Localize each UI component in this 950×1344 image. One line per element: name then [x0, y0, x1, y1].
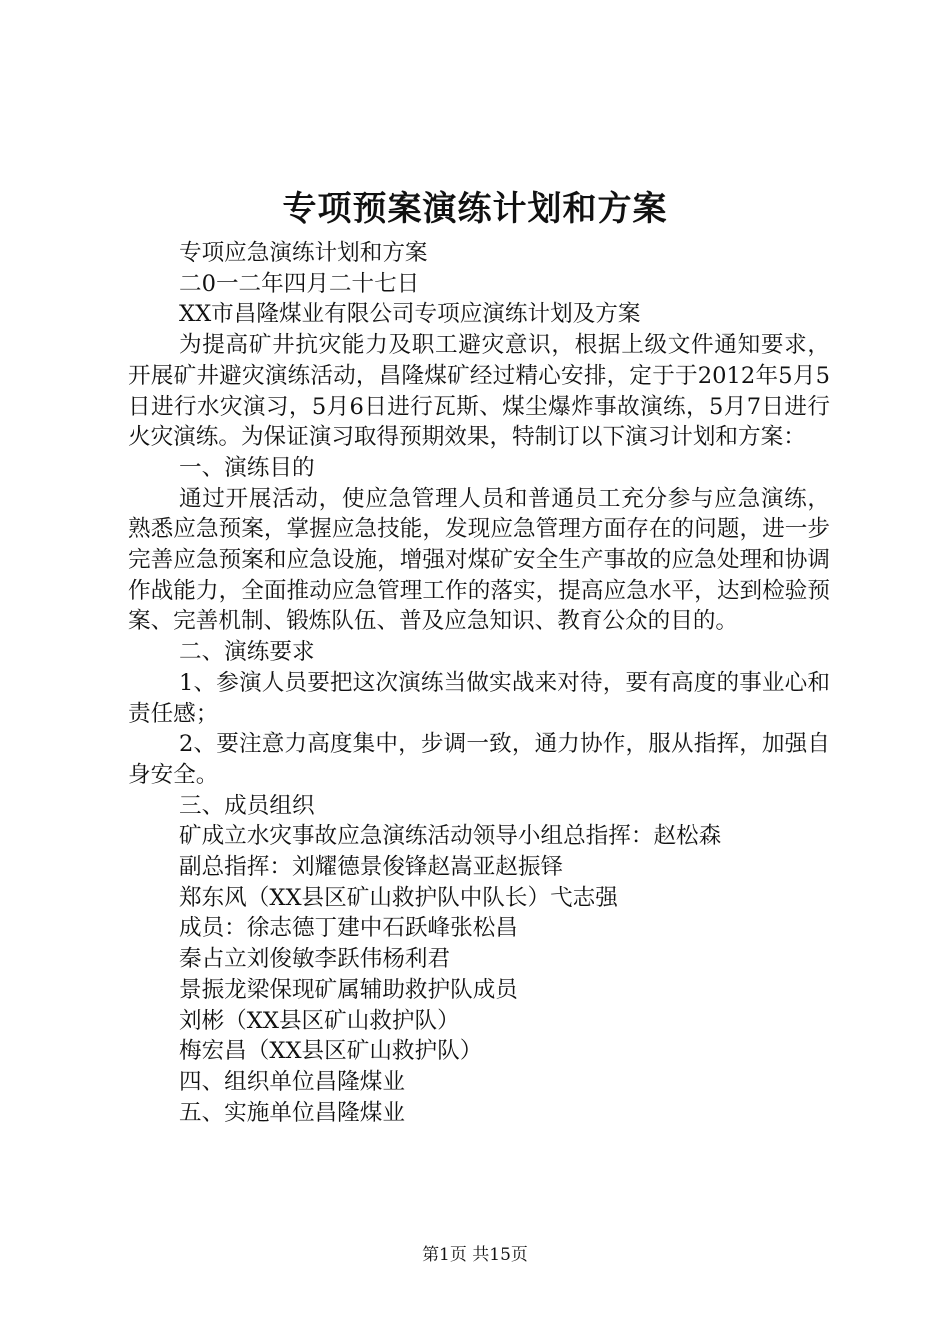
section-heading-organizer: 四、组织单位昌隆煤业 [179, 1068, 405, 1095]
section-heading-purpose: 一、演练目的 [179, 454, 315, 481]
members-line-rescue-leader: 郑东风（XX县区矿山救护队中队长）弋志强 [179, 884, 618, 911]
paragraph-purpose: 通过开展活动，使应急管理人员和普通员工充分参与应急演练，熟悉应急预案，掌握应急技能，发现应急管理方面存在的问题，进一步完善应急预案和应急设施，增强对煤矿安全生产事故的应急处理和协调作战能力，全面推动应急管理工作的落实，提高应急水平，达到检验预案、完善机制、锻炼队伍、普及应急知识、教育公众的目的。 [128, 485, 830, 635]
members-line-rescue-1: 刘彬（XX县区矿山救护队） [179, 1007, 460, 1034]
members-line-auxiliary: 景振龙梁保现矿属辅助救护队成员 [179, 976, 518, 1003]
document-title: 专项预案演练计划和方案 [282, 189, 668, 229]
paragraph-subtitle: 专项应急演练计划和方案 [179, 240, 428, 266]
members-line-members: 成员：徐志德丁建中石跃峰张松昌 [179, 915, 518, 942]
members-line-members-2: 秦占立刘俊敏李跃伟杨利君 [179, 946, 451, 973]
members-line-commander: 矿成立水灾事故应急演练活动领导小组总指挥：赵松森 [179, 823, 722, 850]
paragraph-requirement-2: 2、要注意力高度集中，步调一致，通力协作，服从指挥，加强自身安全。 [128, 731, 830, 788]
members-line-deputy: 副总指挥：刘耀德景俊锋赵嵩亚赵振铎 [179, 854, 564, 881]
paragraph-intro: 为提高矿井抗灾能力及职工避灾意识，根据上级文件通知要求，开展矿井避灾演练活动，昌隆煤矿经过精心安排，定于于2012年5月5日进行水灾演习，5月6日进行瓦斯、煤尘爆炸事故演练，5月7日进行火灾演练。为保证演习取得预期效果，特制订以下演习计划和方案： [128, 332, 830, 451]
members-line-rescue-2: 梅宏昌（XX县区矿山救护队） [179, 1038, 483, 1065]
section-heading-implementer: 五、实施单位昌隆煤业 [179, 1099, 405, 1126]
document-body [128, 238, 830, 1128]
section-heading-members: 三、成员组织 [179, 792, 315, 819]
paragraph-requirement-1: 1、参演人员要把这次演练当做实战来对待，要有高度的事业心和责任感； [128, 669, 830, 727]
paragraph-company-heading: XX市昌隆煤业有限公司专项应演练计划及方案 [179, 301, 641, 328]
paragraph-date: 二0一二年四月二十七日 [179, 270, 420, 297]
section-heading-requirements: 二、演练要求 [179, 639, 315, 666]
page-number: 第1页 共15页 [422, 1245, 528, 1265]
